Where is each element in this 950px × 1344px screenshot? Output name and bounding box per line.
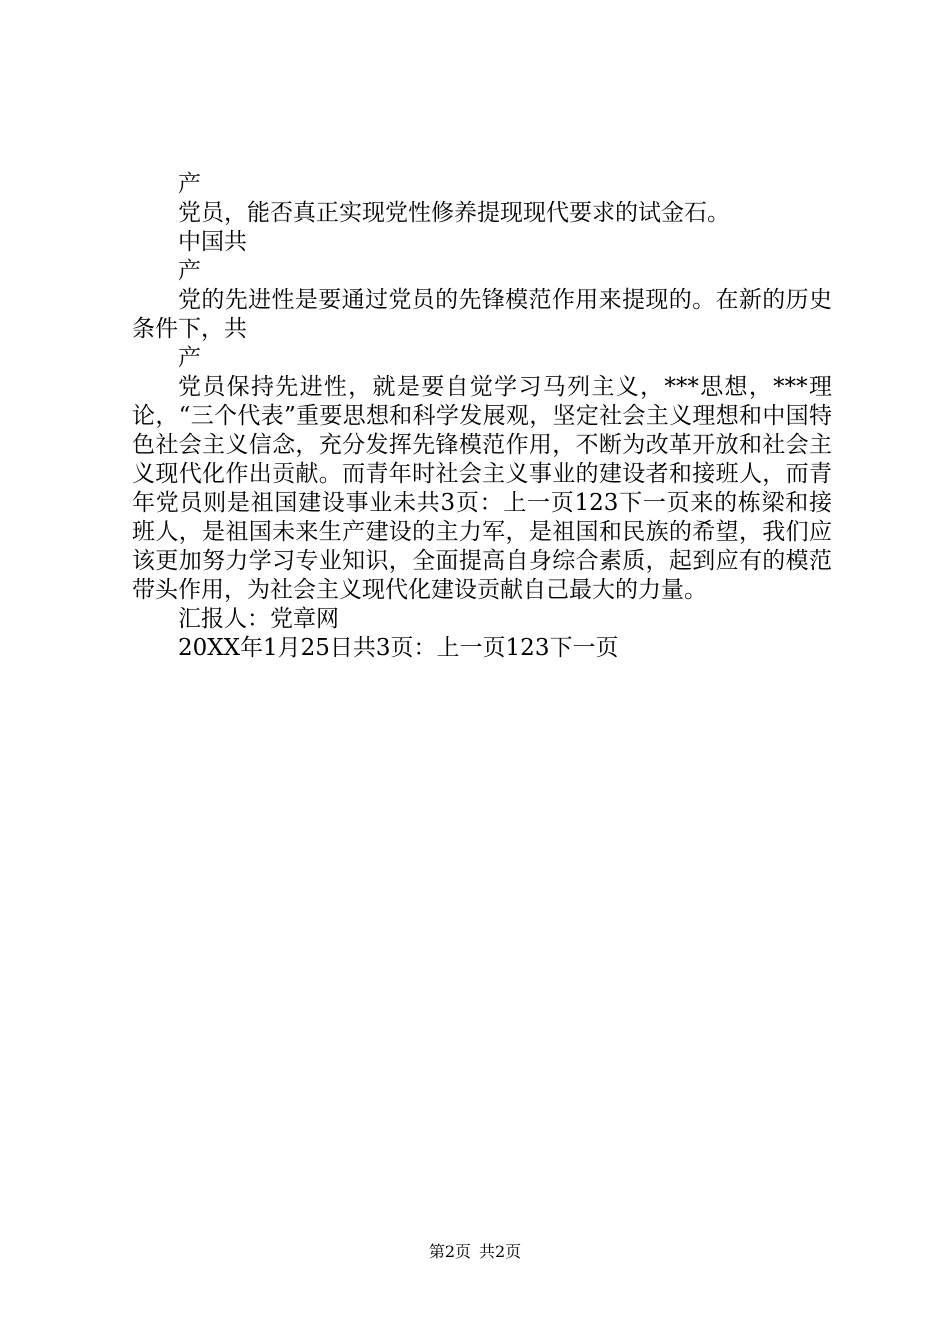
paragraph-1: 产 xyxy=(178,171,201,197)
paragraph-6: 产 xyxy=(178,345,201,371)
paragraph-7: 党员保持先进性，就是要自觉学习马列主义，***思想，***理论，“三个代表”重要思想和科学发展观，坚定社会主义理想和中国特色社会主义信念，充分发挥先锋模范作用，不断为改革开放和社会主义现代化作出贡献。而青年时社会主义事业的建设者和接班人，而青年党员则是祖国建设事业未共3页：上一页123下一页来的栋梁和接班人，是祖国未来生产建设的主力军，是祖国和民族的希望，我们应该更加努力学习专业知识，全面提高自身综合素质，起到应有的模范带头作用，为社会主义现代化建设贡献自己最大的力量。 xyxy=(132,374,832,603)
page-footer xyxy=(0,1242,950,1262)
paragraph-4: 产 xyxy=(178,258,201,284)
page-number-total: 共2页 xyxy=(479,1242,522,1261)
document-body xyxy=(132,170,832,663)
date-line: 20XX年1月25日共3页：上一页123下一页 xyxy=(178,635,619,661)
paragraph-3: 中国共 xyxy=(178,229,247,255)
reporter-line: 汇报人：党章网 xyxy=(178,606,339,632)
page-number-current: 第2页 xyxy=(428,1242,471,1261)
paragraph-5: 党的先进性是要通过党员的先锋模范作用来提现的。在新的历史条件下，共 xyxy=(132,287,832,342)
paragraph-2: 党员，能否真正实现党性修养提现现代要求的试金石。 xyxy=(178,200,730,226)
